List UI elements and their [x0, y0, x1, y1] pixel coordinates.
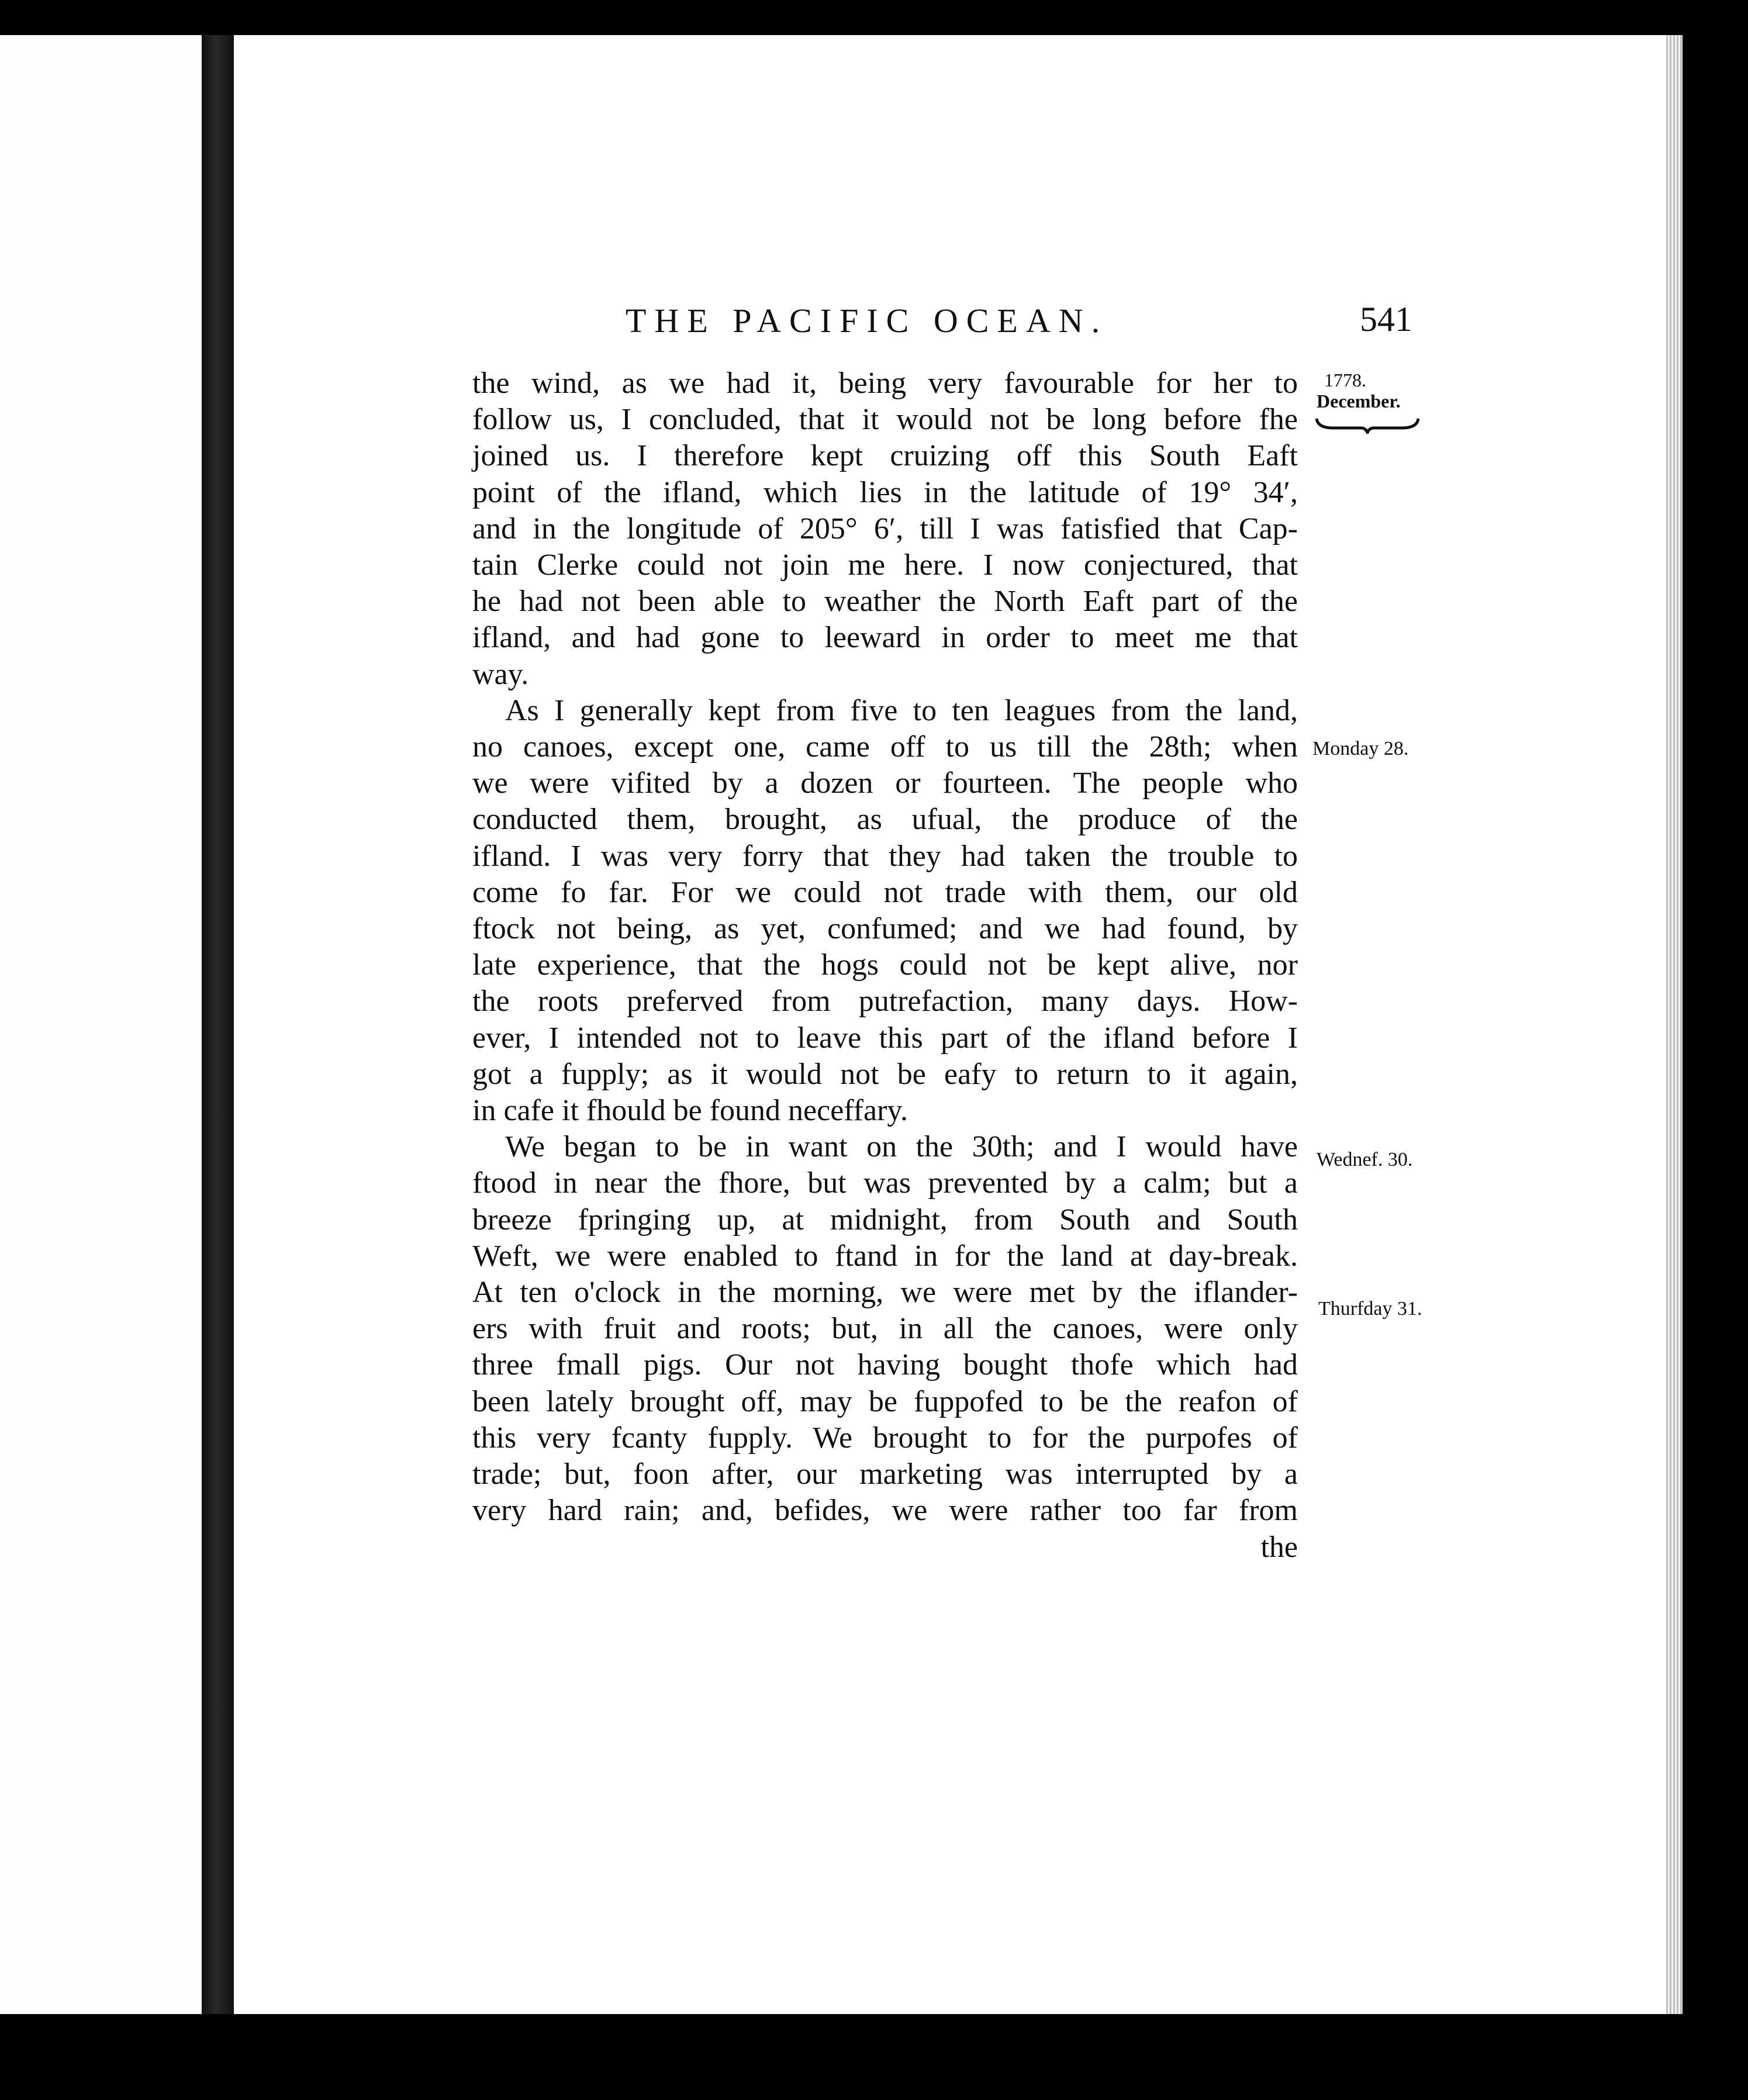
body-text — [472, 365, 1298, 1566]
margin-date-thursday: Thurfday 31. — [1318, 1298, 1422, 1320]
text-line: late experience, that the hogs could not be kept alive, nor — [472, 948, 1298, 982]
text-line: ftood in near the fhore, but was prevented by a calm; but a — [472, 1166, 1298, 1200]
catchword: the — [1260, 1530, 1298, 1564]
text-line: tain Clerke could not join me here. I now conjectured, that — [472, 548, 1298, 582]
page-edges — [1666, 35, 1683, 2014]
text-line: ifland. I was very forry that they had taken the trouble to — [472, 839, 1298, 873]
book-gutter — [202, 35, 234, 2014]
text-line: come fo far. For we could not trade with them, our old — [472, 875, 1298, 909]
text-line: ifland, and had gone to leeward in order to meet me that — [472, 621, 1298, 655]
text-line: ers with fruit and roots; but, in all the canoes, were only — [472, 1312, 1298, 1346]
text-line: been lately brought off, may be fuppofed to be the reafon of — [472, 1384, 1298, 1418]
text-line: he had not been able to weather the North Eaft part of the — [472, 585, 1298, 619]
text-line: and in the longitude of 205° 6′, till I was fatisfied that Cap- — [472, 512, 1298, 545]
text-line: ftock not being, as yet, confumed; and we had found, by — [472, 912, 1298, 946]
margin-year: 1778. — [1324, 369, 1366, 391]
scan-border — [1683, 0, 1748, 2100]
text-line: way. — [472, 657, 529, 691]
brace-ornament — [1315, 416, 1419, 434]
text-line: trade; but, foon after, our marketing was interrupted by a — [472, 1457, 1298, 1491]
text-line: conducted them, brought, as ufual, the produce of the — [472, 803, 1298, 837]
text-line: three fmall pigs. Our not having bought thofe which had — [472, 1348, 1298, 1382]
left-facing-page — [0, 35, 202, 2014]
text-line: point of the ifland, which lies in the latitude of 19° 34′, — [472, 475, 1298, 509]
text-line: follow us, I concluded, that it would not be long before fhe — [472, 403, 1298, 437]
text-line: very hard rain; and, befides, we were rather too far from — [472, 1494, 1298, 1528]
text-line: ever, I intended not to leave this part of the ifland before I — [472, 1021, 1298, 1055]
text-line: in cafe it fhould be found neceffary. — [472, 1094, 908, 1128]
text-line: got a fupply; as it would not be eafy to return to it again, — [472, 1057, 1298, 1091]
running-title: THE PACIFIC OCEAN. — [626, 302, 1108, 340]
text-line: As I generally kept from five to ten leagues from the land, — [505, 693, 1298, 727]
text-line: joined us. I therefore kept cruizing off this South Eaft — [472, 439, 1298, 473]
margin-month: December. — [1317, 391, 1401, 412]
page-number: 541 — [1360, 300, 1412, 339]
text-line: We began to be in want on the 30th; and I would have — [505, 1130, 1298, 1164]
margin-date-wednesday: Wednef. 30. — [1317, 1149, 1413, 1170]
text-line: At ten o'clock in the morning, we were met by the iflander- — [472, 1276, 1298, 1310]
text-line: Weft, we were enabled to ftand in for the land at day-break. — [472, 1239, 1298, 1273]
text-line: breeze fpringing up, at midnight, from South and South — [472, 1203, 1298, 1236]
text-line: this very fcanty fupply. We brought to for the purpofes of — [472, 1421, 1298, 1455]
text-line: no canoes, except one, came off to us till the 28th; when — [472, 730, 1298, 764]
text-line: the wind, as we had it, being very favourable for her to — [472, 367, 1298, 400]
margin-date-monday: Monday 28. — [1312, 738, 1409, 759]
text-line: we were vifited by a dozen or fourteen. The people who — [472, 766, 1298, 800]
text-line: the roots preferved from putrefaction, many days. How- — [472, 985, 1298, 1018]
